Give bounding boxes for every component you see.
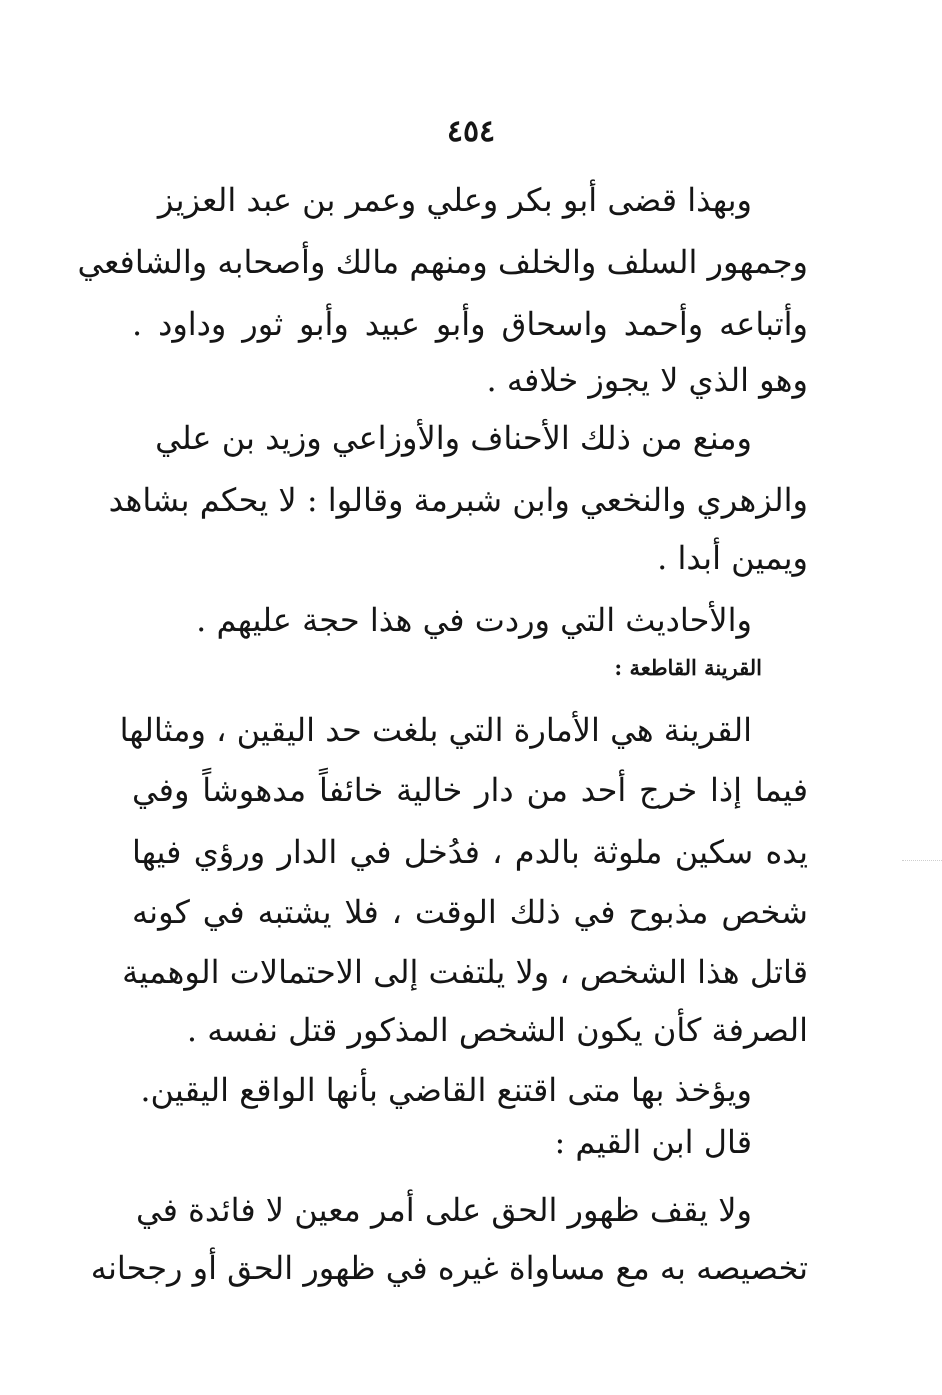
text-line: ولا يقف ظهور الحق على أمر معين لا فائدة في xyxy=(135,1191,752,1229)
text-line: وبهذا قضى أبو بكر وعلي وعمر بن عبد العزيز xyxy=(157,181,752,219)
text-line: شخص مذبوح في ذلك الوقت ، فلا يشتبه في كونه xyxy=(132,893,808,931)
text-line: قاتل هذا الشخص ، ولا يلتفت إلى الاحتمالات الوهمية xyxy=(122,953,808,991)
text-line: ويؤخذ بها متى اقتنع القاضي بأنها الواقع اليقين. xyxy=(140,1071,752,1109)
section-heading: القرينة القاطعة : xyxy=(614,655,762,680)
page-number: ٤٥٤ xyxy=(446,114,496,149)
text-line: ومنع من ذلك الأحناف والأوزاعي وزيد بن علي xyxy=(155,419,752,457)
text-line: الصرفة كأن يكون الشخص المذكور قتل نفسه . xyxy=(186,1011,808,1049)
text-line: ويمين أبدا . xyxy=(657,539,808,577)
text-line: والأحاديث التي وردت في هذا حجة عليهم . xyxy=(196,601,752,639)
text-line: القرينة هي الأمارة التي بلغت حد اليقين ، ومثالها xyxy=(119,711,752,749)
text-line: يده سكين ملوثة بالدم ، فدُخل في الدار ورؤي فيها xyxy=(132,833,808,871)
text-line: وأتباعه وأحمد واسحاق وأبو عبيد وأبو ثور وداود . xyxy=(132,305,808,343)
text-line: وجمهور السلف والخلف ومنهم مالك وأصحابه والشافعي xyxy=(77,243,808,281)
text-line: وهو الذي لا يجوز خلافه . xyxy=(486,361,808,399)
margin-mark xyxy=(902,860,942,862)
text-line: تخصيصه به مع مساواة غيره في ظهور الحق أو رجحانه xyxy=(90,1249,808,1287)
text-line: فيما إذا خرج أحد من دار خالية خائفاً مدهوشاً وفي xyxy=(132,771,808,809)
text-line: والزهري والنخعي وابن شبرمة وقالوا : لا يحكم بشاهد xyxy=(108,481,808,519)
text-line: قال ابن القيم : xyxy=(554,1123,752,1161)
